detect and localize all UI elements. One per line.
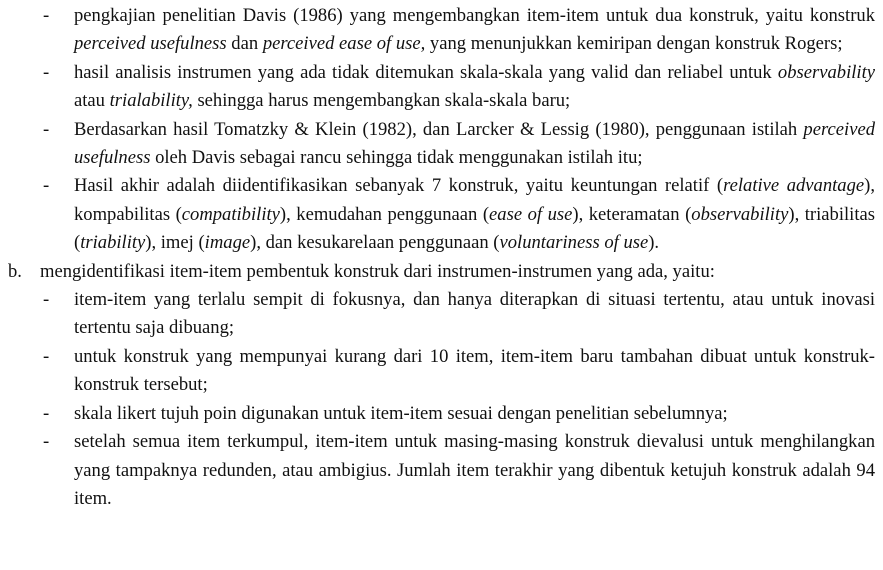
dash-marker: - xyxy=(43,289,50,311)
dash-marker: - xyxy=(43,61,50,83)
text-run: ), keteramatan ( xyxy=(572,203,692,225)
dash-marker: - xyxy=(43,345,50,367)
point-b xyxy=(0,258,883,286)
sub-list-item xyxy=(0,343,883,400)
text-run: yang menunjukkan kemiripan dengan konstruk Rogers; xyxy=(425,33,843,55)
text-run: Hasil akhir adalah diidentifikasikan sebanyak 7 konstruk, yaitu keuntungan relatif ( xyxy=(74,175,724,197)
text-run: ), imej ( xyxy=(145,232,205,254)
sub-list-item xyxy=(0,428,883,513)
sub-item-text: skala likert tujuh poin digunakan untuk item-item sesuai dengan penelitian sebelumnya; xyxy=(74,402,728,424)
item-text xyxy=(74,175,875,253)
list-item xyxy=(0,59,883,116)
text-run: ), kompabilitas ( xyxy=(74,175,875,225)
point-b-text: mengidentifikasi item-item pembentuk konstruk dari instrumen-instrumen yang ada, yaitu: xyxy=(40,260,715,282)
text-run: ). xyxy=(648,232,660,254)
text-run: dan xyxy=(226,33,263,55)
text-run: atau xyxy=(74,90,110,112)
dash-marker: - xyxy=(43,431,50,453)
list-item xyxy=(0,172,883,257)
italic-term: triability xyxy=(80,232,146,254)
list-item xyxy=(0,116,883,173)
dash-marker: - xyxy=(43,118,50,140)
italic-term: perceived ease of use, xyxy=(262,33,426,55)
italic-term: ease of use xyxy=(489,203,573,225)
item-text xyxy=(74,5,875,54)
dash-marker: - xyxy=(43,402,50,424)
sub-item-text: item-item yang terlalu sempit di fokusnya, dan hanya diterapkan di situasi tertentu, atau untuk inovasi tertentu saja dibuang; xyxy=(74,289,875,339)
text-run: ), triabilitas ( xyxy=(74,203,875,254)
text-run: sehingga harus mengembangkan skala-skala baru; xyxy=(192,90,571,112)
italic-term: perceived usefulness xyxy=(74,118,875,169)
italic-term: voluntariness of use xyxy=(499,232,649,254)
italic-term: observability xyxy=(691,203,789,225)
text-run: Berdasarkan hasil Tomatzky & Klein (1982), dan Larcker & Lessig (1980), penggunaan istilah xyxy=(74,118,804,140)
item-text xyxy=(74,119,875,168)
text-run: hasil analisis instrumen yang ada tidak ditemukan skala-skala yang valid dan reliabel untuk xyxy=(74,61,778,83)
italic-term: relative advantage xyxy=(723,175,865,197)
sub-list-item xyxy=(0,400,883,428)
italic-term: compatibility xyxy=(181,203,280,225)
dash-marker: - xyxy=(43,5,50,26)
list-item xyxy=(0,2,883,59)
dash-marker: - xyxy=(43,175,50,197)
sub-item-text: untuk konstruk yang mempunyai kurang dari 10 item, item-item baru tambahan dibuat untuk konstruk-konstruk tersebut; xyxy=(74,345,875,396)
italic-term: observability xyxy=(777,61,875,83)
letter-marker: b. xyxy=(8,260,22,282)
text-run: oleh Davis sebagai rancu sehingga tidak menggunakan istilah itu; xyxy=(150,147,643,169)
text-run: pengkajian penelitian Davis (1986) yang mengembangkan item-item untuk dua konstruk, yaitu konstruk xyxy=(74,5,875,26)
text-run: ), kemudahan penggunaan ( xyxy=(279,203,490,225)
text-run: ), dan kesukarelaan penggunaan ( xyxy=(250,232,500,254)
item-text xyxy=(74,62,875,111)
italic-term: image xyxy=(204,232,251,254)
italic-term: perceived usefulness xyxy=(74,33,227,55)
italic-term: trialability, xyxy=(109,90,193,112)
sub-list-item xyxy=(0,286,883,343)
sub-item-text: setelah semua item terkumpul, item-item untuk masing-masing konstruk dievalusi untuk menghilangkan yang tampaknya redunden, atau ambigius. Jumlah item terakhir yang dibentuk ketujuh konstruk adalah 94 item. xyxy=(74,431,875,509)
